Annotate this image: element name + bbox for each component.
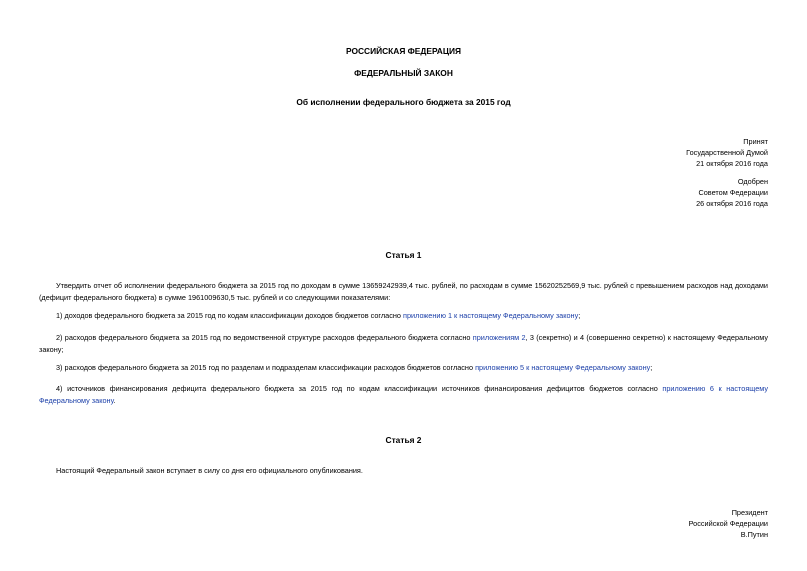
adopted-line-2: Государственной Думой bbox=[686, 148, 768, 157]
article-2-text-block bbox=[39, 465, 768, 477]
approved-line-1: Одобрен bbox=[737, 177, 768, 186]
article-2-text: Настоящий Федеральный закон вступает в силу со дня его официального опубликования. bbox=[56, 466, 363, 475]
law-type-heading: ФЕДЕРАЛЬНЫЙ ЗАКОН bbox=[354, 68, 453, 78]
article-1-intro-text: Утвердить отчет об исполнении федерального бюджета за 2015 год по доходам в сумме 13659242939,4 тыс. рублей, по расходам в сумме 15620252569,9 тыс. рублей с превышением расходов над доходами (дефицит федерального бюджета) в сумме 1961009630,5 тыс. рублей и со следующими показателями: bbox=[39, 281, 768, 302]
item-1-end: ; bbox=[578, 311, 581, 320]
item-2-text: 2) расходов федерального бюджета за 2015 год по ведомственной структуре расходов федерального бюджета согласно bbox=[56, 333, 473, 342]
signature-line-1: Президент bbox=[731, 508, 768, 517]
adopted-line-1: Принят bbox=[743, 137, 768, 146]
item-3-end: ; bbox=[650, 363, 653, 372]
article-1-item-4 bbox=[39, 383, 768, 406]
article-1-item-2 bbox=[39, 332, 768, 355]
item-4-end: . bbox=[113, 395, 116, 405]
item-4-text: 4) источников финансирования дефицита федерального бюджета за 2015 год по кодам классификации источников финансирования дефицитов бюджетов согласно bbox=[56, 384, 663, 393]
article-2-heading: Статья 2 bbox=[385, 435, 422, 445]
approved-line-2: Советом Федерации bbox=[698, 188, 768, 197]
approval-block bbox=[696, 176, 768, 209]
approved-line-3: 26 октября 2016 года bbox=[696, 199, 768, 208]
signature-line-2: Российской Федерации bbox=[688, 519, 768, 528]
item-2-end: , 3 (секретно) и 4 (совершенно секретно) к настоящему Федеральному закону; bbox=[39, 333, 768, 354]
item-1-text: 1) доходов федерального бюджета за 2015 год по кодам классификации доходов бюджетов согласно bbox=[56, 311, 404, 320]
signature-block bbox=[689, 507, 768, 540]
item-3-text: 3) расходов федерального бюджета за 2015 год по разделам и подразделам классификации расходов бюджетов согласно bbox=[56, 363, 476, 372]
country-heading: РОССИЙСКАЯ ФЕДЕРАЦИЯ bbox=[345, 46, 462, 56]
article-1-item-1 bbox=[39, 310, 768, 322]
article-1-item-3 bbox=[39, 362, 768, 374]
adoption-block bbox=[686, 136, 768, 169]
document-title: Об исполнении федерального бюджета за 2015 год bbox=[296, 97, 511, 107]
appendix-2-link[interactable]: приложениям 2 bbox=[472, 333, 526, 342]
article-1-heading: Статья 1 bbox=[385, 250, 422, 260]
appendix-5-link[interactable]: приложению 5 к настоящему Федеральному закону bbox=[475, 363, 651, 372]
article-1-intro bbox=[39, 280, 768, 303]
signature-line-3: В.Путин bbox=[740, 530, 768, 539]
appendix-1-link[interactable]: приложению 1 к настоящему Федеральному закону bbox=[403, 311, 579, 320]
adopted-line-3: 21 октября 2016 года bbox=[696, 159, 768, 168]
appendix-6-link[interactable]: приложению 6 к настоящему Федеральному закону bbox=[39, 384, 769, 405]
